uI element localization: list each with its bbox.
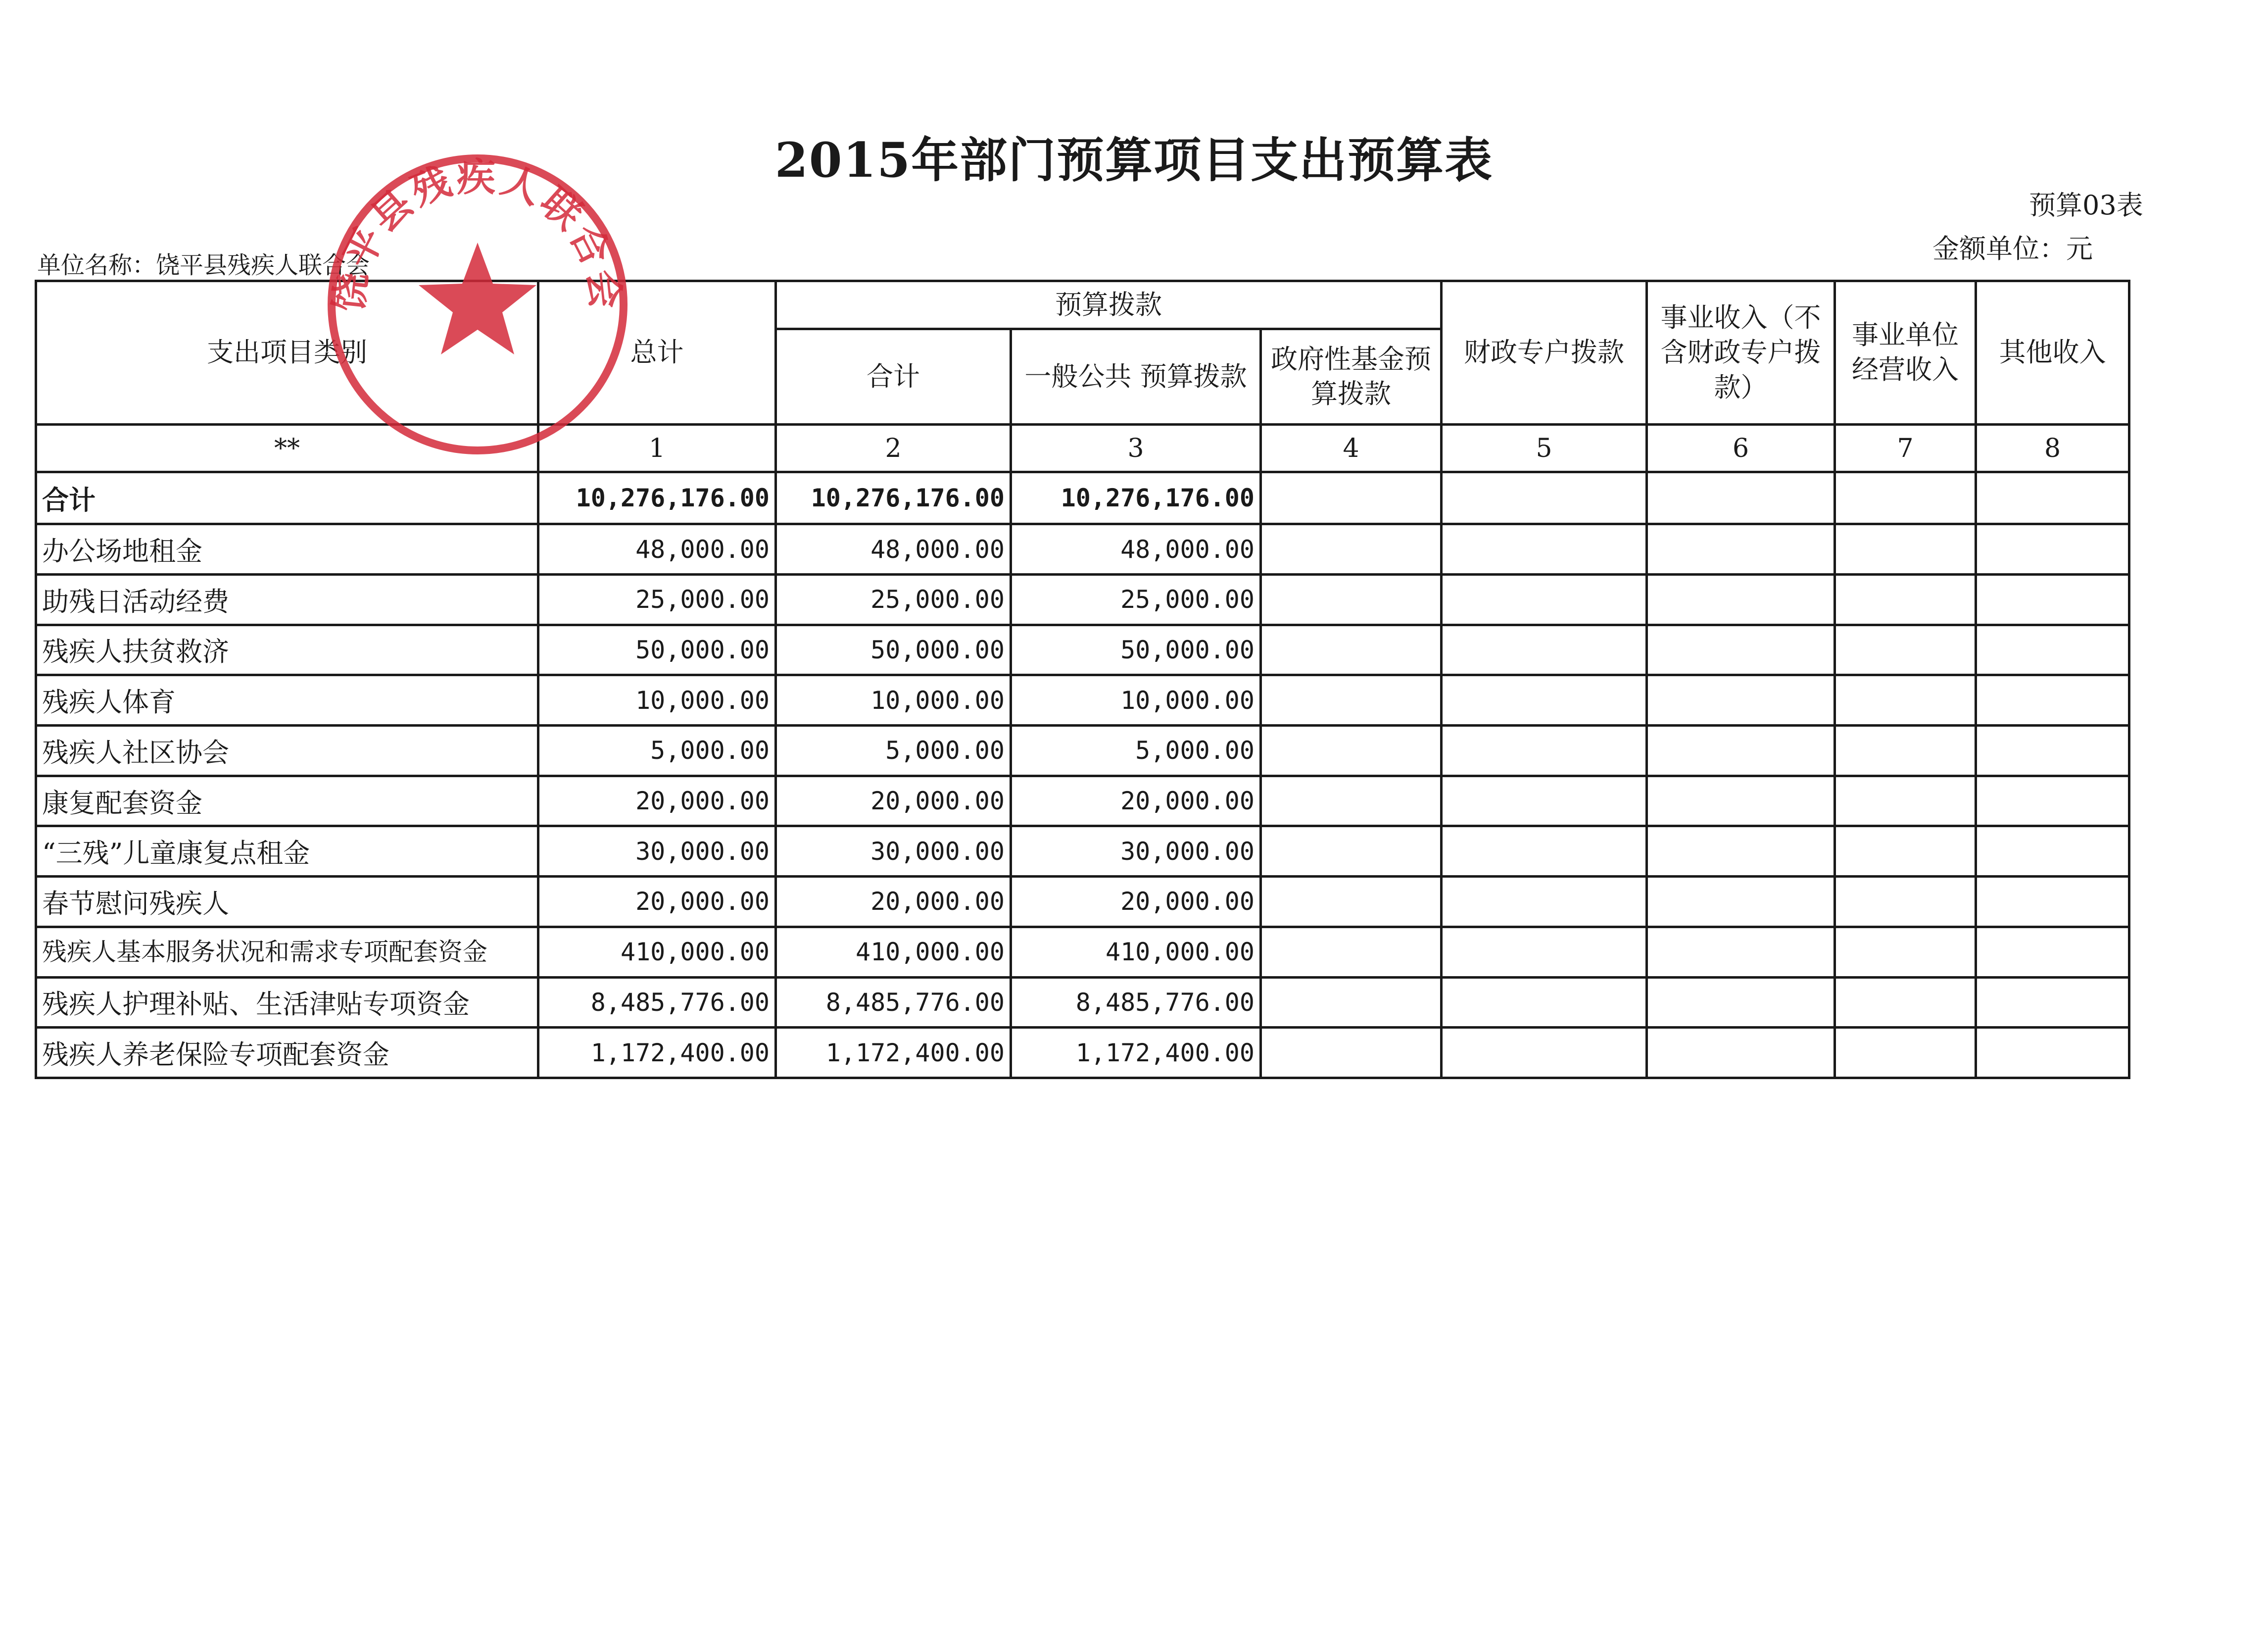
cell-empty — [1976, 726, 2129, 776]
cell-total: 5,000.00 — [538, 726, 776, 776]
cell-general: 10,000.00 — [1011, 675, 1261, 726]
budget-table — [35, 280, 2130, 1079]
cell-empty — [1442, 524, 1647, 575]
table-row — [36, 877, 2129, 927]
index-cell: 3 — [1011, 424, 1261, 472]
cell-empty — [1647, 776, 1835, 826]
header-budget-group: 预算拨款 — [776, 281, 1442, 329]
cell-general: 1,172,400.00 — [1011, 1028, 1261, 1078]
row-name: 残疾人基本服务状况和需求专项配套资金 — [36, 927, 538, 977]
cell-empty — [1835, 625, 1976, 675]
form-number: 预算03表 — [2029, 190, 2143, 221]
table-row-total — [36, 472, 2129, 524]
cell-total: 1,172,400.00 — [538, 1028, 776, 1078]
cell-subtotal: 20,000.00 — [776, 877, 1011, 927]
cell-empty — [1835, 977, 1976, 1028]
row-name: 残疾人体育 — [36, 675, 538, 726]
header-other-income: 其他收入 — [1976, 281, 2129, 425]
cell-empty — [1442, 776, 1647, 826]
header-gov-fund: 政府性基金预算拨款 — [1261, 329, 1442, 424]
cell-empty — [1261, 472, 1442, 524]
cell-empty — [1976, 877, 2129, 927]
index-cell: ** — [36, 424, 538, 472]
cell-general: 20,000.00 — [1011, 776, 1261, 826]
header-business-income: 事业收入（不含财政专户拨款） — [1647, 281, 1835, 425]
index-row — [36, 424, 2129, 472]
cell-general: 5,000.00 — [1011, 726, 1261, 776]
row-name: 春节慰问残疾人 — [36, 877, 538, 927]
index-cell: 6 — [1647, 424, 1835, 472]
cell-empty — [1976, 1028, 2129, 1078]
cell-subtotal: 50,000.00 — [776, 625, 1011, 675]
cell-empty — [1261, 625, 1442, 675]
row-name: 助残日活动经费 — [36, 574, 538, 625]
cell-empty — [1835, 675, 1976, 726]
cell-empty — [1835, 726, 1976, 776]
cell-empty — [1647, 574, 1835, 625]
cell-subtotal: 20,000.00 — [776, 776, 1011, 826]
header-general-public: 一般公共 预算拨款 — [1011, 329, 1261, 424]
cell-subtotal: 1,172,400.00 — [776, 1028, 1011, 1078]
row-name: 康复配套资金 — [36, 776, 538, 826]
cell-empty — [1976, 524, 2129, 575]
table-row — [36, 927, 2129, 977]
cell-subtotal: 30,000.00 — [776, 826, 1011, 877]
index-cell: 4 — [1261, 424, 1442, 472]
cell-empty — [1835, 826, 1976, 877]
cell-general: 25,000.00 — [1011, 574, 1261, 625]
table-row — [36, 1028, 2129, 1078]
cell-empty — [1647, 1028, 1835, 1078]
cell-empty — [1835, 776, 1976, 826]
cell-total: 20,000.00 — [538, 877, 776, 927]
header-total: 总计 — [538, 281, 776, 425]
row-name: 残疾人护理补贴、生活津贴专项资金 — [36, 977, 538, 1028]
cell-general: 410,000.00 — [1011, 927, 1261, 977]
cell-empty — [1835, 524, 1976, 575]
cell-empty — [1261, 1028, 1442, 1078]
cell-empty — [1647, 675, 1835, 726]
cell-empty — [1976, 977, 2129, 1028]
cell-subtotal: 10,000.00 — [776, 675, 1011, 726]
table-row — [36, 625, 2129, 675]
cell-empty — [1442, 927, 1647, 977]
cell-empty — [1442, 977, 1647, 1028]
cell-empty — [1261, 726, 1442, 776]
cell-empty — [1835, 877, 1976, 927]
cell-subtotal: 25,000.00 — [776, 574, 1011, 625]
cell-empty — [1261, 574, 1442, 625]
header-row-top — [36, 281, 2129, 329]
cell-empty — [1647, 927, 1835, 977]
cell-general: 20,000.00 — [1011, 877, 1261, 927]
cell-empty — [1647, 726, 1835, 776]
unit-name: 单位名称：饶平县残疾人联合会 — [37, 251, 370, 279]
cell-empty — [1976, 826, 2129, 877]
cell-empty — [1442, 675, 1647, 726]
cell-empty — [1261, 877, 1442, 927]
cell-empty — [1442, 826, 1647, 877]
cell-empty — [1647, 472, 1835, 524]
cell-subtotal: 10,276,176.00 — [776, 472, 1011, 524]
cell-empty — [1976, 776, 2129, 826]
cell-empty — [1835, 472, 1976, 524]
row-name: 残疾人养老保险专项配套资金 — [36, 1028, 538, 1078]
index-cell: 8 — [1976, 424, 2129, 472]
cell-empty — [1976, 625, 2129, 675]
cell-total: 410,000.00 — [538, 927, 776, 977]
cell-empty — [1835, 1028, 1976, 1078]
cell-empty — [1647, 625, 1835, 675]
index-cell: 1 — [538, 424, 776, 472]
cell-empty — [1442, 625, 1647, 675]
cell-empty — [1442, 472, 1647, 524]
header-business-unit: 事业单位经营收入 — [1835, 281, 1976, 425]
cell-empty — [1976, 927, 2129, 977]
cell-general: 30,000.00 — [1011, 826, 1261, 877]
cell-empty — [1976, 574, 2129, 625]
cell-total: 48,000.00 — [538, 524, 776, 575]
cell-total: 10,276,176.00 — [538, 472, 776, 524]
index-cell: 2 — [776, 424, 1011, 472]
cell-empty — [1442, 574, 1647, 625]
row-name: 残疾人扶贫救济 — [36, 625, 538, 675]
cell-empty — [1261, 826, 1442, 877]
row-name: 残疾人社区协会 — [36, 726, 538, 776]
cell-general: 50,000.00 — [1011, 625, 1261, 675]
index-cell: 5 — [1442, 424, 1647, 472]
cell-empty — [1261, 776, 1442, 826]
header-budget-total: 合计 — [776, 329, 1011, 424]
cell-empty — [1647, 524, 1835, 575]
row-name: 合计 — [36, 472, 538, 524]
cell-subtotal: 48,000.00 — [776, 524, 1011, 575]
cell-total: 8,485,776.00 — [538, 977, 776, 1028]
header-category: 支出项目类别 — [36, 281, 538, 425]
cell-total: 20,000.00 — [538, 776, 776, 826]
row-name: “三残”儿童康复点租金 — [36, 826, 538, 877]
cell-general: 48,000.00 — [1011, 524, 1261, 575]
cell-subtotal: 5,000.00 — [776, 726, 1011, 776]
table-row — [36, 675, 2129, 726]
cell-total: 10,000.00 — [538, 675, 776, 726]
currency-unit-label: 金额单位：元 — [1932, 233, 2093, 264]
table-row — [36, 574, 2129, 625]
cell-empty — [1976, 472, 2129, 524]
table-row — [36, 826, 2129, 877]
cell-general: 10,276,176.00 — [1011, 472, 1261, 524]
cell-empty — [1835, 927, 1976, 977]
cell-empty — [1442, 877, 1647, 927]
cell-empty — [1261, 927, 1442, 977]
index-cell: 7 — [1835, 424, 1976, 472]
seal-text: 饶平县残疾人联合会 — [327, 155, 628, 314]
cell-total: 25,000.00 — [538, 574, 776, 625]
table-row — [36, 524, 2129, 575]
cell-subtotal: 8,485,776.00 — [776, 977, 1011, 1028]
cell-empty — [1647, 877, 1835, 927]
cell-empty — [1261, 675, 1442, 726]
cell-empty — [1261, 977, 1442, 1028]
cell-empty — [1835, 574, 1976, 625]
table-row — [36, 776, 2129, 826]
cell-empty — [1261, 524, 1442, 575]
cell-empty — [1647, 826, 1835, 877]
cell-empty — [1647, 977, 1835, 1028]
table-row — [36, 977, 2129, 1028]
cell-empty — [1976, 675, 2129, 726]
table-row — [36, 726, 2129, 776]
cell-general: 8,485,776.00 — [1011, 977, 1261, 1028]
page-title: 2015年部门预算项目支出预算表 — [774, 132, 1494, 188]
cell-total: 30,000.00 — [538, 826, 776, 877]
cell-empty — [1442, 1028, 1647, 1078]
cell-total: 50,000.00 — [538, 625, 776, 675]
cell-subtotal: 410,000.00 — [776, 927, 1011, 977]
cell-empty — [1442, 726, 1647, 776]
header-finance-special: 财政专户拨款 — [1442, 281, 1647, 425]
row-name: 办公场地租金 — [36, 524, 538, 575]
